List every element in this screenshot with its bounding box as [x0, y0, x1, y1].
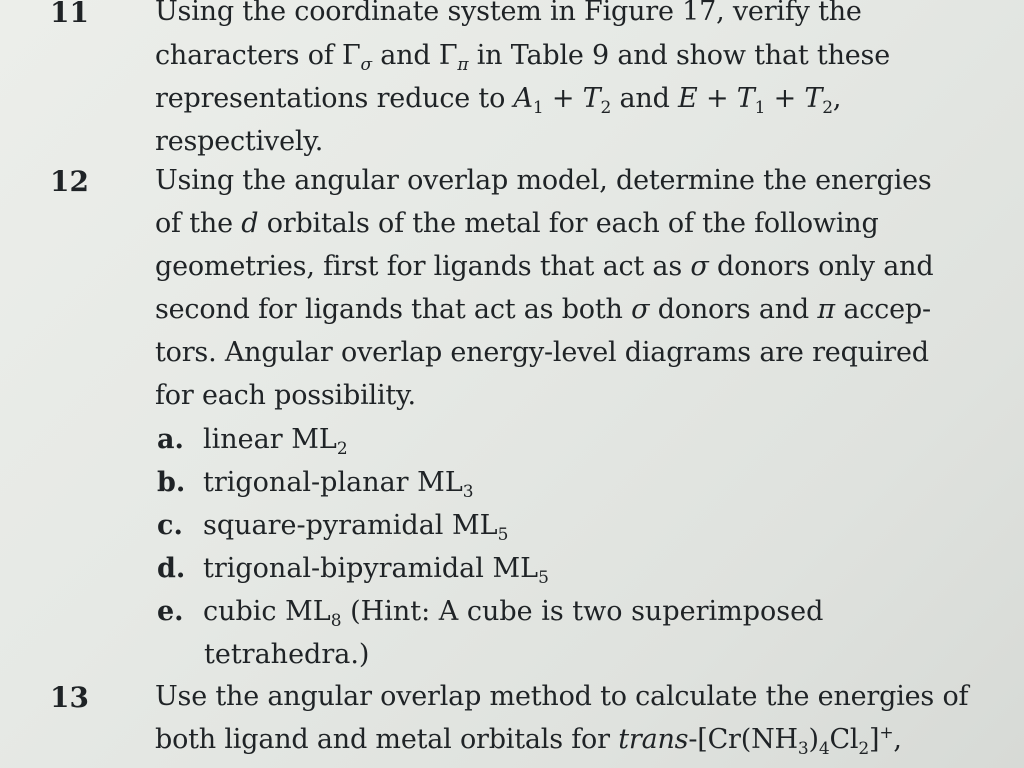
option-e: e. cubic $ML_8$ (Hint: A cube is two superimposed: [157, 596, 824, 631]
problem-number-12: 12: [50, 165, 89, 198]
problem-11-line-1: Using the coordinate system in Figure 17, verify the: [155, 0, 862, 27]
option-b: b. trigonal-planar $ML_3$: [157, 467, 474, 502]
problem-12-line-1: Using the angular overlap model, determine the energies: [155, 165, 932, 196]
option-d-label: d.: [157, 553, 186, 584]
problem-number-13: 13: [50, 681, 89, 714]
problem-11-line-3: representations reduce to $A_1 + T_2$ and $E + T_1 + T_2$,: [155, 83, 842, 118]
option-e-label: e.: [157, 596, 184, 627]
problem-11-line-4: respectively.: [155, 126, 324, 157]
problem-number-11: 11: [50, 0, 89, 29]
option-c-label: c.: [157, 510, 183, 541]
problem-13-line-1: Use the angular overlap method to calculate the energies of: [155, 681, 969, 712]
problem-13-line-2: both ligand and metal orbitals for trans-$[Cr(NH_3)_4Cl_2]^+$,: [155, 723, 902, 759]
problem-12-line-2: of the d orbitals of the metal for each of the following: [155, 208, 879, 239]
problem-12-line-4: second for ligands that act as both σ donors and π accep-: [155, 294, 931, 325]
option-a-label: a.: [157, 424, 184, 455]
option-d: d. trigonal-bipyramidal $ML_5$: [157, 553, 549, 588]
problem-12-line-6: for each possibility.: [155, 380, 416, 411]
problem-11-line-2: characters of $\Gamma_\sigma$ and $\Gamma_\pi$ in Table 9 and show that these: [155, 40, 890, 75]
option-e-continuation: tetrahedra.): [204, 639, 370, 670]
problem-12-line-5: tors. Angular overlap energy-level diagrams are required: [155, 337, 929, 368]
option-b-label: b.: [157, 467, 186, 498]
problem-12-line-3: geometries, first for ligands that act as σ donors only and: [155, 251, 934, 282]
option-a: a. linear $ML_2$: [157, 424, 348, 459]
option-c: c. square-pyramidal $ML_5$: [157, 510, 509, 545]
